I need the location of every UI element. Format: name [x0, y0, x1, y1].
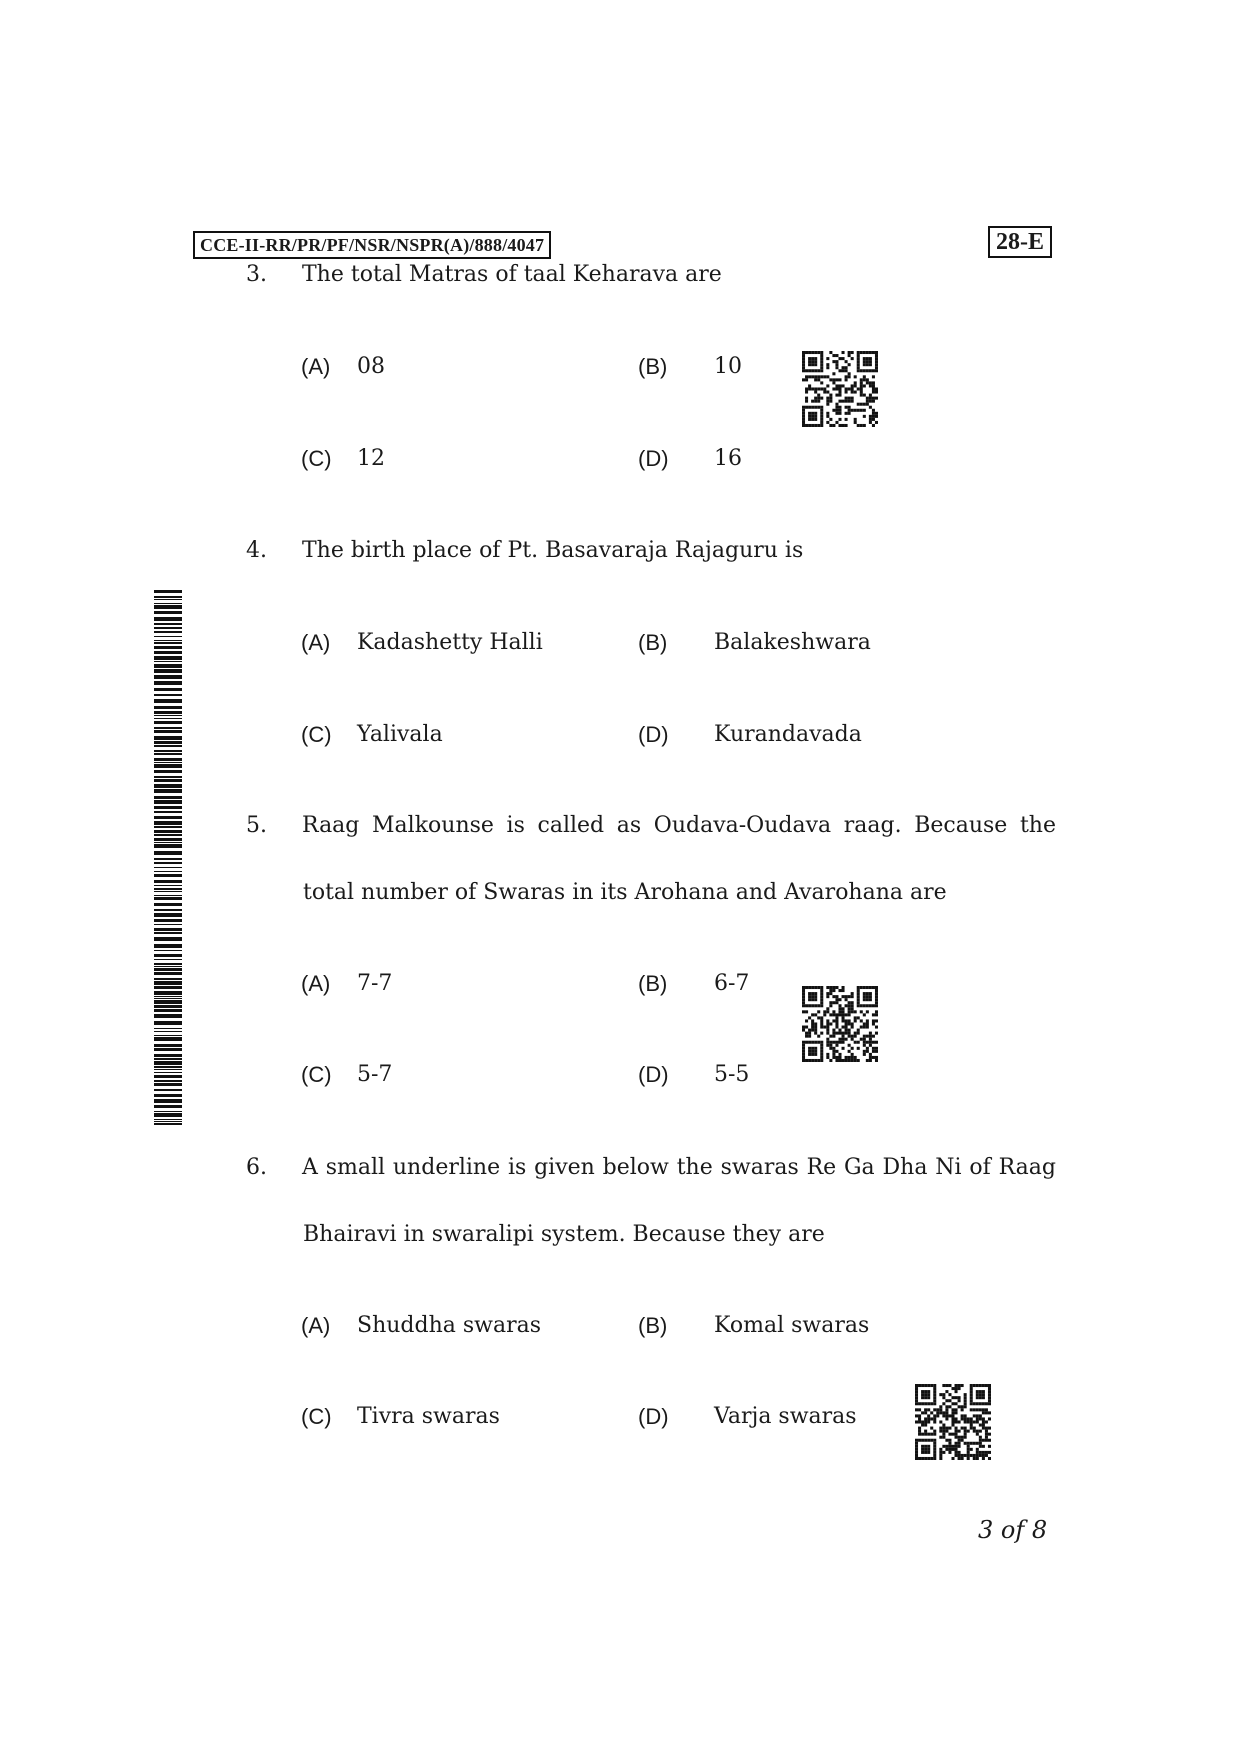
- option-label: (A): [301, 354, 331, 379]
- option-text: 5-5: [714, 1062, 750, 1087]
- of-word: of: [1000, 1516, 1025, 1544]
- option-text: 7-7: [357, 971, 393, 996]
- qr-code-icon: [915, 1384, 991, 1460]
- question-number: 5.: [246, 813, 267, 838]
- option-label: (B): [638, 354, 668, 379]
- option-text: Kurandavada: [714, 722, 862, 747]
- option-label: (A): [301, 1313, 331, 1338]
- option-text: 12: [357, 446, 385, 471]
- option-text: Balakeshwara: [714, 630, 871, 655]
- question-text: The birth place of Pt. Basavaraja Rajaguru is: [302, 538, 804, 563]
- option-label: (A): [301, 630, 331, 655]
- question-text-line-2: Bhairavi in swaralipi system. Because they are: [303, 1222, 825, 1247]
- option-label: (D): [638, 1062, 669, 1087]
- question-number: 4.: [246, 538, 267, 563]
- option-text: 16: [714, 446, 742, 471]
- option-text: 08: [357, 354, 385, 379]
- option-text: 5-7: [357, 1062, 393, 1087]
- option-label: (B): [638, 971, 668, 996]
- option-label: (A): [301, 971, 331, 996]
- qr-code-icon: [802, 351, 878, 427]
- option-label: (B): [638, 1313, 668, 1338]
- qr-code-icon: [802, 986, 878, 1062]
- option-text: 6-7: [714, 971, 750, 996]
- paper-code: CCE-II-RR/PR/PF/NSR/NSPR(A)/888/4047: [193, 231, 551, 259]
- question-number: 6.: [246, 1155, 267, 1180]
- current-page: 3: [978, 1516, 994, 1544]
- option-text: Yalivala: [357, 722, 443, 747]
- barcode-icon: [154, 590, 182, 1125]
- question-text: The total Matras of taal Keharava are: [302, 262, 722, 287]
- paper-tag: 28-E: [988, 226, 1052, 258]
- option-text: Tivra swaras: [357, 1404, 500, 1429]
- option-text: Komal swaras: [714, 1313, 870, 1338]
- option-label: (C): [301, 1062, 332, 1087]
- total-pages: 8: [1031, 1516, 1048, 1544]
- option-text: 10: [714, 354, 742, 379]
- option-text: Varja swaras: [714, 1404, 857, 1429]
- option-label: (C): [301, 722, 332, 747]
- question-text-line-2: total number of Swaras in its Arohana and Avarohana are: [303, 880, 947, 905]
- question-text-line-1: A small underline is given below the swaras Re Ga Dha Ni of Raag: [302, 1155, 1056, 1180]
- option-text: Kadashetty Halli: [357, 630, 543, 655]
- option-label: (D): [638, 722, 669, 747]
- option-label: (C): [301, 1404, 332, 1429]
- option-label: (B): [638, 630, 668, 655]
- page-number: [978, 1516, 1047, 1544]
- question-text-line-1: Raag Malkounse is called as Oudava-Oudava raag. Because the: [302, 813, 1056, 838]
- option-label: (D): [638, 446, 669, 471]
- question-number: 3.: [246, 262, 267, 287]
- option-label: (C): [301, 446, 332, 471]
- option-text: Shuddha swaras: [357, 1313, 542, 1338]
- option-label: (D): [638, 1404, 669, 1429]
